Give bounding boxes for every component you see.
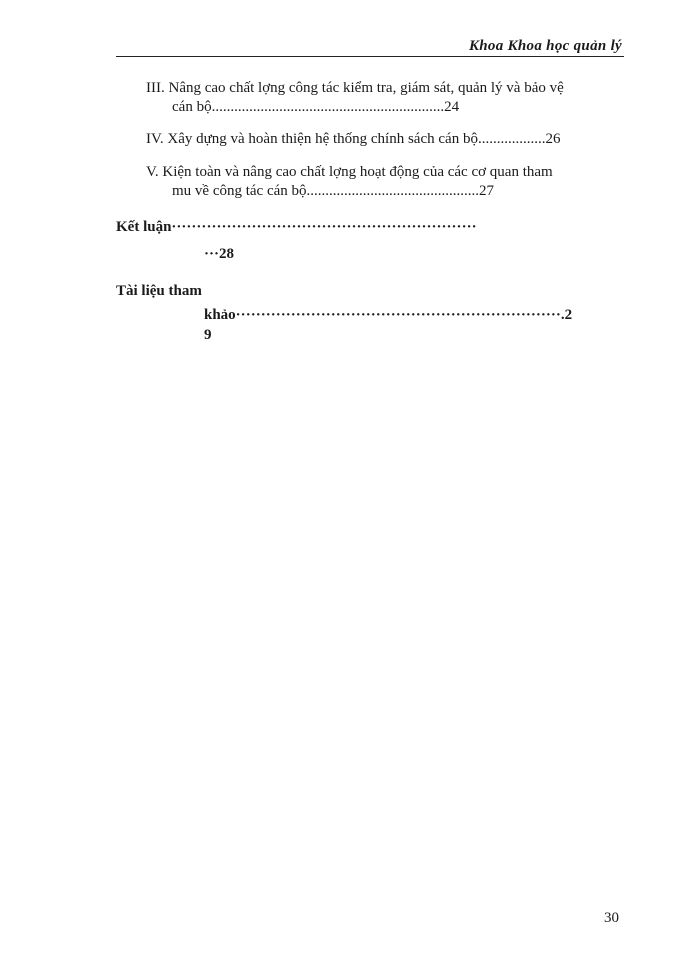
header-title: Khoa Khoa học quản lý — [468, 38, 622, 54]
toc-item-5-line-1: V. Kiện toàn và nâng cao chất lợng hoạt động của các cơ quan tham — [146, 164, 553, 180]
toc-references-line-3: 9 — [204, 327, 212, 343]
header-rule — [116, 56, 624, 57]
toc-item-3-line-1: III. Nâng cao chất lợng công tác kiểm tra, giám sát, quản lý và bảo vệ — [146, 80, 564, 96]
toc-conclusion-line-1: Kết luận····························································· — [116, 219, 477, 235]
toc-item-3-line-2: cán bộ..............................................................24 — [172, 99, 460, 115]
toc-references-line-2: khảo·································································.2 — [204, 307, 573, 323]
toc-item-5-line-2: mu về công tác cán bộ..............................................27 — [172, 183, 495, 199]
toc-references-line-1: Tài liệu tham — [116, 283, 202, 299]
toc-conclusion-line-2: ···28 — [204, 246, 235, 262]
toc-item-4: IV. Xây dựng và hoàn thiện hệ thống chính sách cán bộ..................26 — [146, 131, 561, 147]
page-number: 30 — [604, 910, 619, 926]
